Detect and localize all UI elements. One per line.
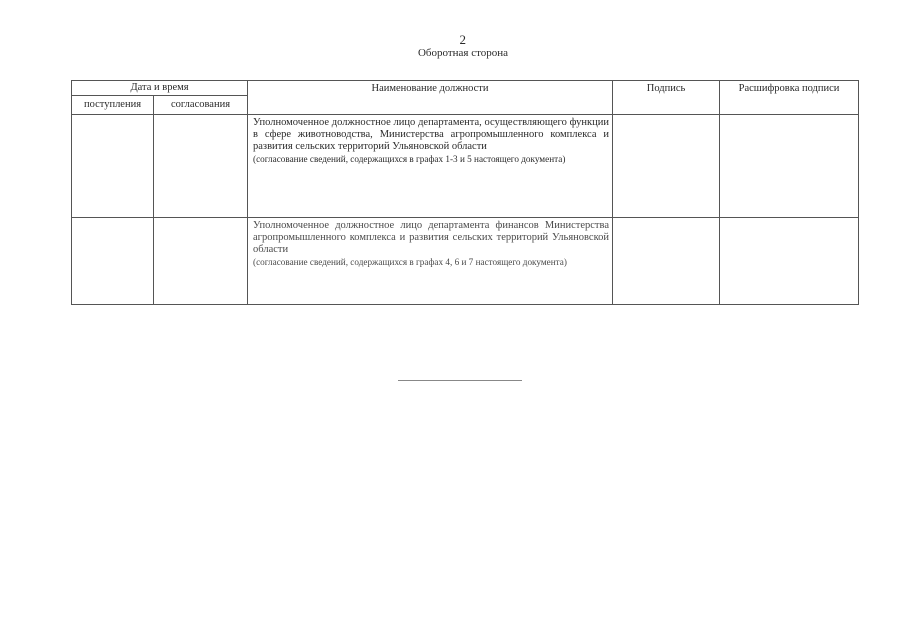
header-date-time: Дата и время: [72, 81, 248, 96]
page-subtitle: Оборотная сторона: [417, 47, 509, 59]
cell-approval: [154, 115, 248, 218]
cell-position: [248, 218, 613, 305]
cell-signature-decode: [720, 115, 859, 218]
cell-received: [72, 115, 154, 218]
table-row: [72, 218, 859, 305]
cell-signature: [613, 115, 720, 218]
cell-signature-decode: [720, 218, 859, 305]
table-header-row: [72, 81, 859, 96]
end-separator-line: [398, 380, 522, 381]
position-note: (согласование сведений, содержащихся в графах 1-3 и 5 настоящего документа): [253, 154, 566, 165]
header-position: Наименование должности: [248, 81, 613, 115]
table-row: [72, 115, 859, 218]
position-title: Уполномоченное должностное лицо департамента финансов Министерства агропромышленного комплекса и развития сельских территорий Ульяновской области: [253, 220, 610, 256]
header-approval: согласования: [154, 96, 248, 115]
cell-signature: [613, 218, 720, 305]
cell-position: [248, 115, 613, 218]
page-number: 2: [459, 32, 467, 47]
position-note: (согласование сведений, содержащихся в графах 4, 6 и 7 настоящего документа): [253, 257, 567, 268]
position-title: Уполномоченное должностное лицо департамента, осуществляющего функции в сфере животноводства, Министерства агропромышленного комплекса и развития сельских территорий Ульяновской области: [253, 117, 610, 153]
header-signature-decode: Расшифровка подписи: [720, 81, 859, 115]
cell-approval: [154, 218, 248, 305]
cell-received: [72, 218, 154, 305]
approval-table: [71, 80, 859, 305]
header-signature: Подпись: [613, 81, 720, 115]
header-received: поступления: [72, 96, 154, 115]
